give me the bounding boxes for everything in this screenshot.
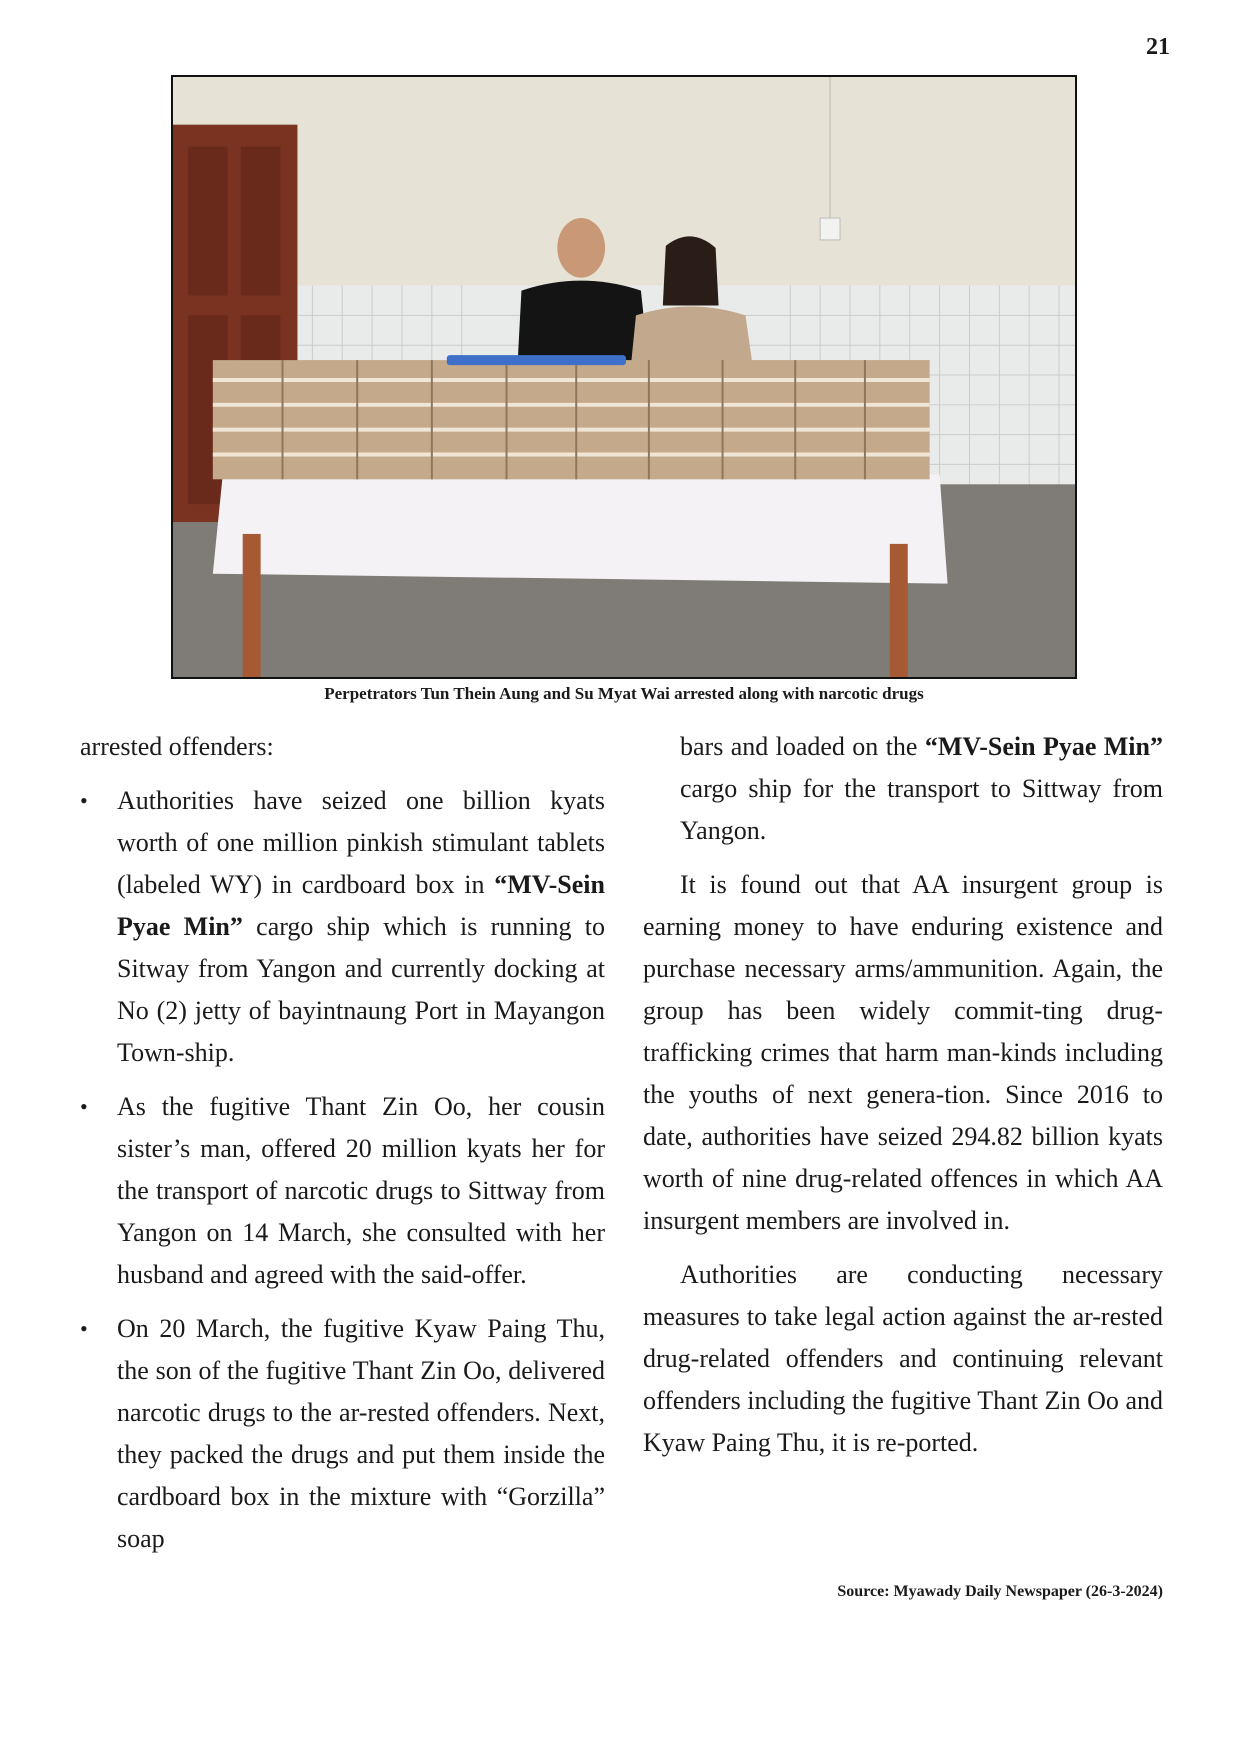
continuation-post: cargo ship for the transport to Sittway from Yangon.: [680, 774, 1163, 845]
ship-name: “MV-Sein Pyae Min”: [117, 870, 605, 941]
right-column: [643, 726, 1163, 1464]
bullet-icon: •: [80, 1316, 88, 1341]
ship-name: “MV-Sein Pyae Min”: [924, 732, 1163, 761]
bullet-list: [80, 780, 605, 1560]
bullet-icon: •: [80, 1094, 88, 1119]
bullet-icon: •: [80, 788, 88, 813]
photo-caption: Perpetrators Tun Thein Aung and Su Myat Wai arrested along with narcotic drugs: [324, 684, 924, 703]
bullet-1-post: cargo ship which is running to Sitway from Yangon and currently docking at No (2) jetty of bayintnaung Port in Mayangon Town-ship.: [117, 912, 605, 1067]
left-column: [80, 726, 605, 1572]
source-credit: Source: Myawady Daily Newspaper (26-3-2024): [837, 1583, 1163, 1600]
list-item: [80, 780, 605, 1074]
bullet-3-text: On 20 March, the fugitive Kyaw Paing Thu, the son of the fugitive Thant Zin Oo, delivered narcotic drugs to the ar-rested offenders. Next, they packed the drugs and put them inside the cardboard box in the mixture with “Gorzilla” soap: [117, 1314, 605, 1553]
intro-text: arrested offenders:: [80, 732, 274, 761]
page-number: 21: [1146, 34, 1170, 60]
bullet-2-text: As the fugitive Thant Zin Oo, her cousin sister’s man, offered 20 million kyats her for the transport of narcotic drugs to Sittway from Yangon on 14 March, she consulted with her husband and agreed with the said-offer.: [117, 1092, 605, 1289]
paragraph: It is found out that AA insurgent group is earning money to have enduring existence and purchase necessary arms/ammunition. Again, the group has been widely commit-ting drug-trafficking crimes that harm man-kinds including the youths of next genera-tion. Since 2016 to date, authorities have seized 294.82 billion kyats worth of nine drug-related offences in which AA insurgent members are involved in.: [643, 870, 1163, 1235]
list-item: [80, 1308, 605, 1560]
news-photo: [171, 75, 1077, 679]
paragraph: Authorities are conducting necessary measures to take legal action against the ar-rested drug-related offenders and continuing relevant offenders including the fugitive Thant Zin Oo and Kyaw Paing Thu, it is re-ported.: [643, 1260, 1163, 1457]
list-item: [80, 1086, 605, 1296]
continuation-pre: bars and loaded on the: [680, 732, 925, 761]
bullet-1-pre: Authorities have seized one billion kyats worth of one million pinkish stimulant tablets (labeled WY) in cardboard box in: [117, 786, 605, 899]
photo-illustration: [173, 77, 1075, 677]
continuation-paragraph: [643, 726, 1163, 852]
